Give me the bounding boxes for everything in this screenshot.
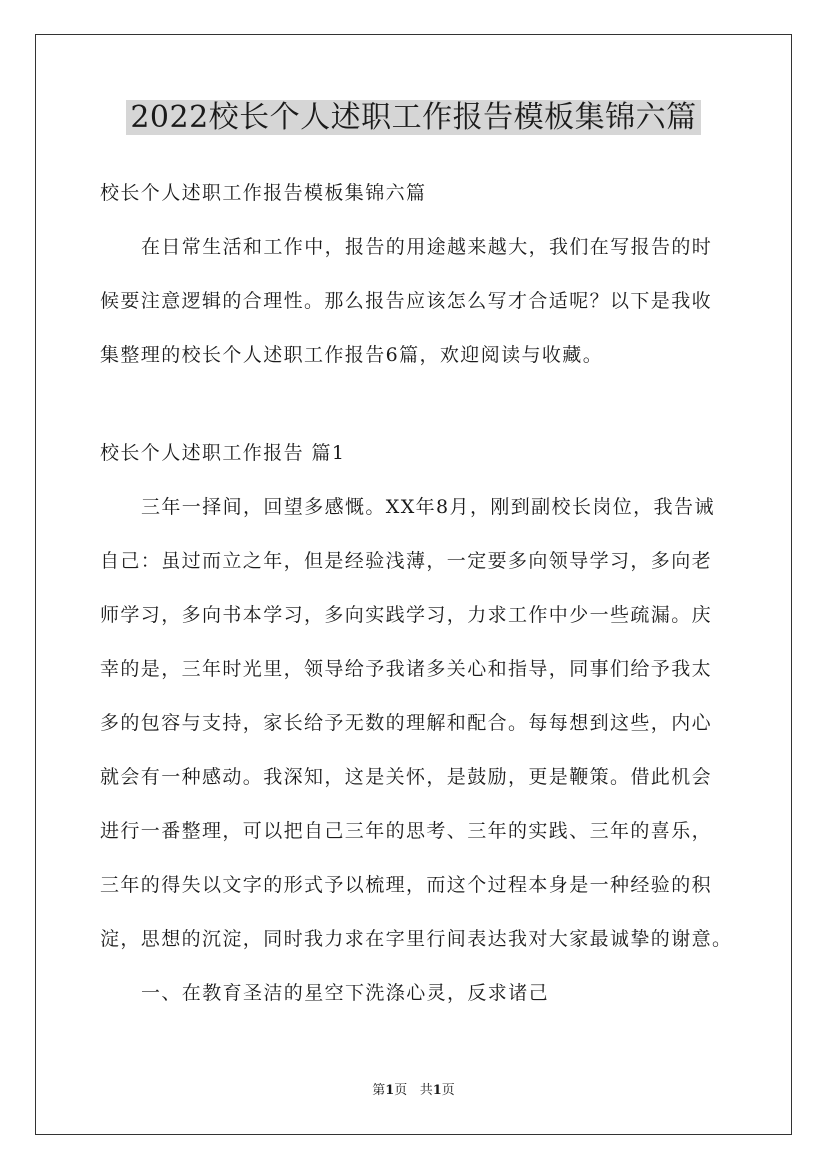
document-subtitle: 校长个人述职工作报告模板集锦六篇 [100,182,427,204]
body-line: 淀，思想的沉淀，同时我力求在字里行间表达我对大家最诚挚的谢意。 [100,928,733,950]
section-heading: 校长个人述职工作报告 篇1 [100,442,346,464]
body-line: 就会有一种感动。我深知，这是关怀，是鼓励，更是鞭策。借此机会 [100,766,713,788]
total-pages: 1 [432,1083,442,1098]
page-number-prefix: 第 [372,1083,386,1098]
body-line: 三年一择间，回望多感慨。XX年8月，刚到副校长岗位，我告诫 [141,496,715,518]
body-line: 自己：虽过而立之年，但是经验浅薄，一定要多向领导学习，多向老 [100,550,713,572]
paragraph-gap [100,382,740,426]
document-body [100,166,740,1020]
page-number-suffix: 页 [394,1083,408,1098]
page-footer [0,1082,827,1100]
body-line: 多的包容与支持，家长给予无数的理解和配合。每每想到这些，内心 [100,712,713,734]
total-pages-prefix: 共 [419,1083,433,1098]
page-number: 1 [385,1083,395,1098]
section-subheading: 一、在教育圣洁的星空下洗涤心灵，反求诸己 [141,982,550,1004]
body-line: 幸的是，三年时光里，领导给予我诸多关心和指导，同事们给予我太 [100,658,713,680]
document-title [0,96,827,140]
body-line: 三年的得失以文字的形式予以梳理，而这个过程本身是一种经验的积 [100,874,713,896]
intro-line: 在日常生活和工作中，报告的用途越来越大，我们在写报告的时 [141,236,713,258]
body-line: 师学习，多向书本学习，多向实践学习，力求工作中少一些疏漏。庆 [100,604,713,626]
intro-line: 候要注意逻辑的合理性。那么报告应该怎么写才合适呢？以下是我收 [100,290,713,312]
total-pages-suffix: 页 [441,1083,455,1098]
document-title-text: 2022校长个人述职工作报告模板集锦六篇 [126,100,700,135]
intro-line: 集整理的校长个人述职工作报告6篇，欢迎阅读与收藏。 [100,344,604,366]
body-line: 进行一番整理，可以把自己三年的思考、三年的实践、三年的喜乐， [100,820,713,842]
